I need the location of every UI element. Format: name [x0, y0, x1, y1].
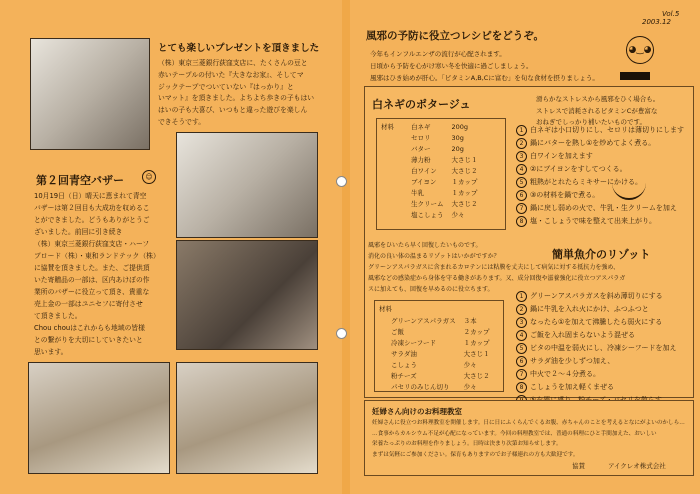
recipe2-ingredient-amount: ３本 [463, 317, 477, 325]
recipe1-ingredient-row [407, 132, 482, 143]
recipe2-ingredient-item: パセリのみじん切り [391, 383, 450, 391]
recipe1-ingredient-row [407, 154, 482, 165]
photo-presentation [176, 132, 318, 238]
handwritten-date: 2003.12 [642, 18, 671, 26]
recipe2-ingredient-row [387, 326, 494, 337]
recipe2-ingredient-row [387, 359, 494, 370]
recipe2-step-text: グリーンアスパラガスを斜め薄切りにする [530, 292, 663, 300]
recipe2-title: 簡単魚介のリゾット [552, 248, 651, 261]
recipe2-ingredient-table [387, 315, 494, 392]
recipe1-ingredients [376, 118, 506, 230]
recipe1-ingredient-row [407, 121, 482, 132]
recipe1-ingredient-amount: １カップ [451, 189, 478, 197]
recipe2-ingredients-label: 材料 [379, 305, 392, 313]
recipe2-intro: 風邪をひいたら早く回復したいものです。 消化の良い体の温まるリゾットはいかがですか？ グリーンアスパラガスに含まれるカロテンには粘膜を丈夫にして病気に対する抵抗力を強め、 風邪などの感染症から身体を守る働きがあります。又、成分回復や滋養強化に役立つアスパラガ スに加えても、回復を早めるのに役立ちます。 [368, 242, 626, 293]
recipe2-ingredient-item: ご飯 [391, 328, 404, 336]
step-number-icon: 7 [516, 203, 527, 214]
recipe1-step-text: 白ネギは小口切りにし、セロリは薄切りにします [530, 126, 684, 134]
recipe2-ingredient-amount: 少々 [463, 361, 477, 369]
recipe1-ingredient-item: 生クリーム [411, 200, 444, 208]
recipe2-step [516, 381, 676, 394]
recipe1-ingredient-row [407, 165, 482, 176]
recipe2-ingredient-amount: 大さじ１ [463, 350, 490, 358]
step-number-icon: 7 [516, 369, 527, 380]
step-number-icon: 3 [516, 151, 527, 162]
recipe2-ingredient-row [387, 370, 494, 381]
recipe2-step-text: ビタの中温を弱火にし、冷凍シーフードを加え [530, 344, 677, 352]
left-page [0, 0, 342, 494]
recipe2-ingredient-row [387, 315, 494, 326]
recipe2-ingredient-amount: ２カップ [463, 328, 490, 336]
handwritten-vol: Vol.5 [662, 10, 680, 18]
recipe1-step-text: 塩・こしょうで味を整えて出来上がり。 [530, 217, 656, 225]
dark-stamp [620, 72, 650, 80]
recipe2-step-text: サラダ油を少しずつ加え、 [530, 357, 615, 365]
sponsor-label: 協賛 [572, 462, 585, 470]
recipe1-step [516, 215, 684, 228]
recipe1-ingredient-amount: 少々 [451, 211, 465, 219]
recipe1-ingredient-amount: 大さじ１ [451, 156, 478, 164]
recipe2-step [516, 303, 676, 316]
recipe2-ingredient-amount: 大さじ２ [463, 372, 490, 380]
step-number-icon: 1 [516, 291, 527, 302]
recipe1-ingredient-item: 白ワイン [411, 167, 437, 175]
step-number-icon: 8 [516, 216, 527, 227]
recipe2-ingredient-item: 粉チーズ [391, 372, 417, 380]
cooking-class-title: 妊婦さん向けのお料理教室 [372, 407, 462, 416]
recipe2-step-text: 鍋に牛乳を入れ火にかけ、ふつふつと [530, 305, 649, 313]
photo-bazaar-street [28, 362, 170, 474]
recipe2-ingredient-row [387, 348, 494, 359]
recipe1-step [516, 163, 684, 176]
recipe1-ingredient-row [407, 176, 482, 187]
recipe1-ingredient-item: セロリ [411, 134, 431, 142]
recipe2-ingredient-amount: １カップ [463, 339, 490, 347]
step-number-icon: 4 [516, 330, 527, 341]
gift-body: （株）東京三菱銀行荻窪支店に、たくさんの豆と 赤いテープルの付いた『大きなお家』、そしてマ ジックテープでついていない『はっかり』と いマット』を頂きました。よちよち歩きの子もはい はいの子も大喜び、いつもと違った遊びを楽しん できそうです。 [158, 59, 315, 126]
recipe1-step [516, 202, 684, 215]
step-number-icon: 2 [516, 138, 527, 149]
recipe1-ingredient-item: 白ネギ [411, 123, 431, 131]
recipe1-step [516, 189, 684, 202]
recipe2-ingredient-item: サラダ油 [391, 350, 417, 358]
recipe1-desc: 滑らかなストレスから風邪をひく場合も。 ストレスで消耗されるビタミンCが豊富な おねぎでしっかり補いたいものです。 [536, 95, 660, 126]
recipe2-step [516, 368, 676, 381]
step-number-icon: 5 [516, 177, 527, 188]
recipe2-step-text: ご飯を入れ固まらないよう混ぜる [530, 331, 635, 339]
recipe2-step-text: こしょうを加え軽くまぜる [530, 383, 614, 391]
recipe2-ingredient-row [387, 381, 494, 392]
photo-bazaar-1 [176, 240, 318, 350]
recipe1-ingredient-row [407, 143, 482, 154]
recipe2-step-text: 中火で２〜４分煮る。 [530, 370, 600, 378]
step-number-icon: 6 [516, 190, 527, 201]
step-number-icon: 8 [516, 382, 527, 393]
recipe1-ingredient-amount: 大さじ２ [451, 200, 478, 208]
recipe1-ingredient-amount: １カップ [451, 178, 478, 186]
binder-hole-top [336, 176, 347, 187]
step-number-icon: 3 [516, 317, 527, 328]
recipe1-ingredient-item: ブイヨン [411, 178, 437, 186]
sponsor-name: アイクレオ株式会社 [608, 462, 666, 470]
recipe1-step-text: 鍋にバターを熱し①を炒めてよく煮る。 [530, 139, 656, 147]
step-number-icon: 4 [516, 164, 527, 175]
recipe1-ingredient-amount: 大さじ２ [451, 167, 478, 175]
recipe1-ingredient-item: バター [411, 145, 431, 153]
step-number-icon: 6 [516, 356, 527, 367]
photo-bazaar-stalls [176, 362, 318, 474]
step-number-icon: 1 [516, 125, 527, 136]
recipe-headline: 風邪の予防に役立つレシピをどうぞ。 [366, 30, 545, 42]
cooking-class-body: 妊婦さんに役立つお料理教室を開催します。日に日にふくらんでくるお腹、赤ちゃんのことを考えるとなにがよいのかしら… …食事からカルシウム不足が心配になっています。今回の料理教室では、普通の料理にひと手間加えた、おいしい 栄養たっぷりのお料理を作りましょう。日時は決まり次第お知らせします。 まずは気軽にご参加ください。保育もありますのでお子様連れの方も大歓迎です。 [372, 420, 685, 458]
recipe1-step [516, 137, 684, 150]
recipe1-ingredient-amount: 30g [451, 133, 464, 142]
recipe1-ingredient-item: 牛乳 [411, 189, 424, 197]
recipe2-ingredient-item: グリーンアスパラガス [391, 317, 456, 325]
gift-title: とても楽しいプレゼントを頂きました [158, 43, 320, 54]
recipe1-step-text: 鍋に戻し弱めの火で、牛乳・生クリームを加え [530, 204, 677, 212]
recipe1-steps [516, 124, 684, 228]
recipe1-step [516, 150, 684, 163]
recipe2-step [516, 342, 676, 355]
recipe2-step [516, 316, 676, 329]
recipe1-step-text: 白ワインを加えます [530, 152, 593, 160]
recipe1-title: 白ネギのポタージュ [372, 98, 471, 111]
recipe1-step [516, 124, 684, 137]
recipe1-ingredient-amount: 20g [451, 144, 464, 153]
recipe1-ingredient-amount: 200g [451, 122, 469, 131]
recipe1-step [516, 176, 684, 189]
recipe-intro: 今年もインフルエンザの流行が心配されます。 日頃から予防を心がけ寒い冬を快適に過ごしましょう。 風邪はひき始めが肝心。「ビタミンA,B,Cに富む」を旬な食材を摂りましょう。 [370, 50, 599, 82]
recipe2-step [516, 290, 676, 303]
character-doodle-icon: ◕‿◕ [626, 36, 654, 64]
recipe1-ingredient-row [407, 198, 482, 209]
recipe1-ingredient-row [407, 187, 482, 198]
recipe2-steps [516, 290, 676, 407]
recipe2-ingredient-item: こしょう [391, 361, 417, 369]
recipe1-step-text: 粗熱がとれたらミキサーにかける。 [530, 178, 642, 186]
smile-icon: ☺ [142, 170, 156, 184]
recipe2-step [516, 329, 676, 342]
recipe1-ingredients-label: 材料 [381, 123, 394, 131]
recipe1-ingredient-item: 塩こしょう [411, 211, 444, 219]
photo-toy-house [30, 38, 150, 150]
recipe2-ingredients [374, 300, 504, 392]
recipe1-ingredient-item: 薄力粉 [411, 156, 431, 164]
step-number-icon: 5 [516, 343, 527, 354]
recipe2-ingredient-item: 冷凍シーフード [391, 339, 436, 347]
recipe2-step [516, 355, 676, 368]
bazaar-body: 10月19日（日）晴天に恵まれて青空 バザーは第２回目も大成功を収めるこ とができました。どうもありがとうご ざいました。前回に引き続き （株）東京三菱銀行荻窪支店・ハーフ ブロード（株）・東和ランドテック（株） に協賛を頂きました。また、ご提供頂 いた寄贈品の一部は、区内あけぼの作 業所のバザーに役立って頂き、貴重な 売上金の一部はユニセフに寄付させ て頂きました。 Chou chouはこれからも地域の皆様 との繋がりを大切にしていきたいと 思います。 [34, 192, 160, 356]
recipe2-ingredient-row [387, 337, 494, 348]
recipe1-step-text: ②にブイヨンをすしてつくる。 [530, 165, 627, 173]
recipe2-ingredient-amount: 少々 [463, 383, 477, 391]
recipe1-ingredient-table [407, 121, 482, 220]
bazaar-title: 第２回青空バザー [36, 174, 124, 187]
recipe2-step-text: なったら①を加えて沸騰したら弱火にする [530, 318, 663, 326]
recipe1-step-text: ③の材料を鍋で煮る。 [530, 191, 600, 199]
right-page [350, 0, 700, 494]
recipe1-ingredient-row [407, 209, 482, 220]
binder-hole-bottom [336, 328, 347, 339]
step-number-icon: 2 [516, 304, 527, 315]
